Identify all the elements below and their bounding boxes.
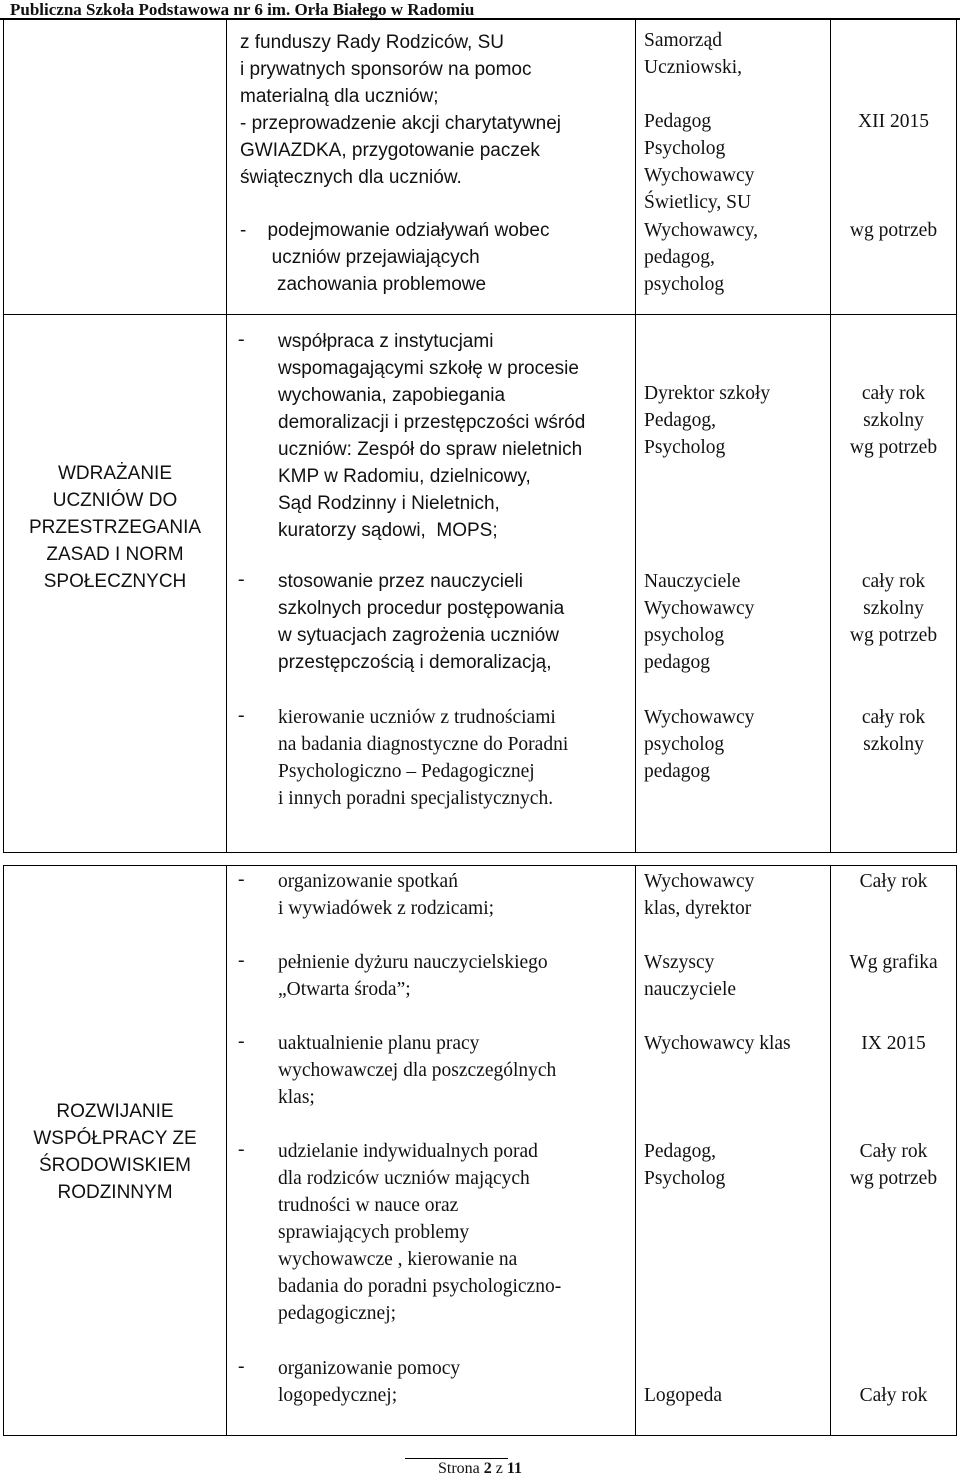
activity-cooperation: współpraca z instytucjami wspomagającymi szkołę w procesie wychowania, zapobiegania demoralizacji i przestępczości wśród uczniów: Zespół do spraw nieletnich KMP w Radomiu, dzielnicowy, Sąd Rodzinny i Nieletnich, kuratorzy sądowi, MOPS; (278, 331, 586, 541)
section-title-norms: WDRAŻANIE UCZNIÓW DO PRZESTRZEGANIA ZASAD I NORM SPOŁECZNYCH (28, 463, 202, 592)
bullet-dash: - (238, 329, 245, 350)
responsible-duty: Wszyscy nauczyciele (644, 952, 737, 1000)
term-plan-update: IX 2015 (861, 1033, 926, 1054)
term-duty: Wg grafika (849, 952, 938, 973)
table1-border-right (956, 20, 957, 853)
activity-meetings: organizowanie spotkań i wywiadówek z rodzicami; (278, 871, 495, 919)
bullet-dash: - (238, 869, 245, 890)
activity-plan-update: uaktualnienie planu pracy wychowawczej dla poszczególnych klas; (278, 1033, 557, 1108)
footer-mid: z (491, 1460, 507, 1477)
table2-border-col2 (635, 865, 636, 1436)
activity-procedures: stosowanie przez nauczycieli szkolnych procedur postępowania w sytuacjach zagrożenia uczniów przestępczością i demoralizacją, (278, 571, 565, 673)
bullet-dash: - (238, 1031, 245, 1052)
term-gwiazdka: XII 2015 (858, 111, 929, 132)
activity-problem-behavior: - podejmowanie odziaływań wobec uczniów przejawiających zachowania problemowe (240, 220, 550, 295)
term-meetings: Cały rok (859, 871, 928, 892)
table2-border-col1 (226, 865, 227, 1436)
activity-diagnostics: kierowanie uczniów z trudnościami na badania diagnostyczne do Poradni Psychologiczno – Pedagogicznej i innych poradni specjalistycznych. (278, 707, 569, 809)
footer-page-number: 2 (483, 1460, 492, 1477)
bullet-dash: - (238, 705, 245, 726)
responsible-speech-therapy: Logopeda (644, 1385, 722, 1406)
page-footer (0, 1460, 960, 1478)
term-diagnostics: cały rok szkolny (861, 707, 926, 755)
table2-border-bottom (3, 1435, 957, 1436)
footer-rule (405, 1458, 508, 1459)
activity-funds: z funduszy Rady Rodziców, SU i prywatnych sponsorów na pomoc materialną dla uczniów; - przeprowadzenie akcji charytatywnej GWIAZDKA, przygotowanie paczek świątecznych dla uczniów. (240, 32, 562, 188)
term-procedures: cały rok szkolny wg potrzeb (849, 571, 938, 646)
responsible-meetings: Wychowawcy klas, dyrektor (644, 871, 755, 919)
term-cooperation: cały rok szkolny wg potrzeb (849, 383, 938, 458)
table2-border-right (956, 865, 957, 1436)
table2-border-top (3, 865, 957, 866)
page-header (0, 0, 960, 20)
section-title-family: ROZWIJANIE WSPÓŁPRACY ZE ŚRODOWISKIEM RODZINNYM (33, 1101, 197, 1203)
activity-duty: pełnienie dyżuru nauczycielskiego „Otwarta środa”; (278, 952, 548, 1000)
bullet-dash: - (238, 1139, 245, 1160)
responsible-cooperation: Dyrektor szkoły Pedagog, Psycholog (644, 383, 771, 458)
table1-row-divider (3, 314, 957, 315)
term-speech-therapy: Cały rok (859, 1385, 928, 1406)
responsible-problem-behavior: Wychowawcy, pedagog, psycholog (644, 220, 758, 295)
table1-border-bottom (3, 852, 957, 853)
table1-border-col2 (635, 20, 636, 853)
bullet-dash: - (238, 950, 245, 971)
bullet-dash: - (238, 569, 245, 590)
footer-prefix: Strona (437, 1460, 484, 1477)
activity-parent-advice: udzielanie indywidualnych porad dla rodziców uczniów mających trudności w nauce oraz sprawiających problemy wychowawcze , kierowanie na badania do poradni psychologiczno- pedagogicznej; (278, 1141, 562, 1324)
responsible-diagnostics: Wychowawcy psycholog pedagog (644, 707, 755, 782)
header-title: Publiczna Szkoła Podstawowa nr 6 im. Orła Białego w Radomiu (10, 0, 475, 19)
responsible-procedures: Nauczyciele Wychowawcy psycholog pedagog (644, 571, 755, 673)
activity-speech-therapy: organizowanie pomocy logopedycznej; (278, 1358, 461, 1406)
table1-border-left (3, 20, 4, 853)
responsible-gwiazdka: Samorząd Uczniowski, Pedagog Psycholog Wychowawcy Świetlicy, SU (644, 30, 755, 213)
term-parent-advice: Cały rok wg potrzeb (849, 1141, 938, 1189)
responsible-plan-update: Wychowawcy klas (644, 1033, 791, 1054)
table1-border-col1 (226, 20, 227, 853)
footer-page-total: 11 (506, 1460, 522, 1477)
bullet-dash: - (238, 1356, 245, 1377)
term-problem-behavior: wg potrzeb (849, 220, 938, 241)
responsible-parent-advice: Pedagog, Psycholog (644, 1141, 726, 1189)
